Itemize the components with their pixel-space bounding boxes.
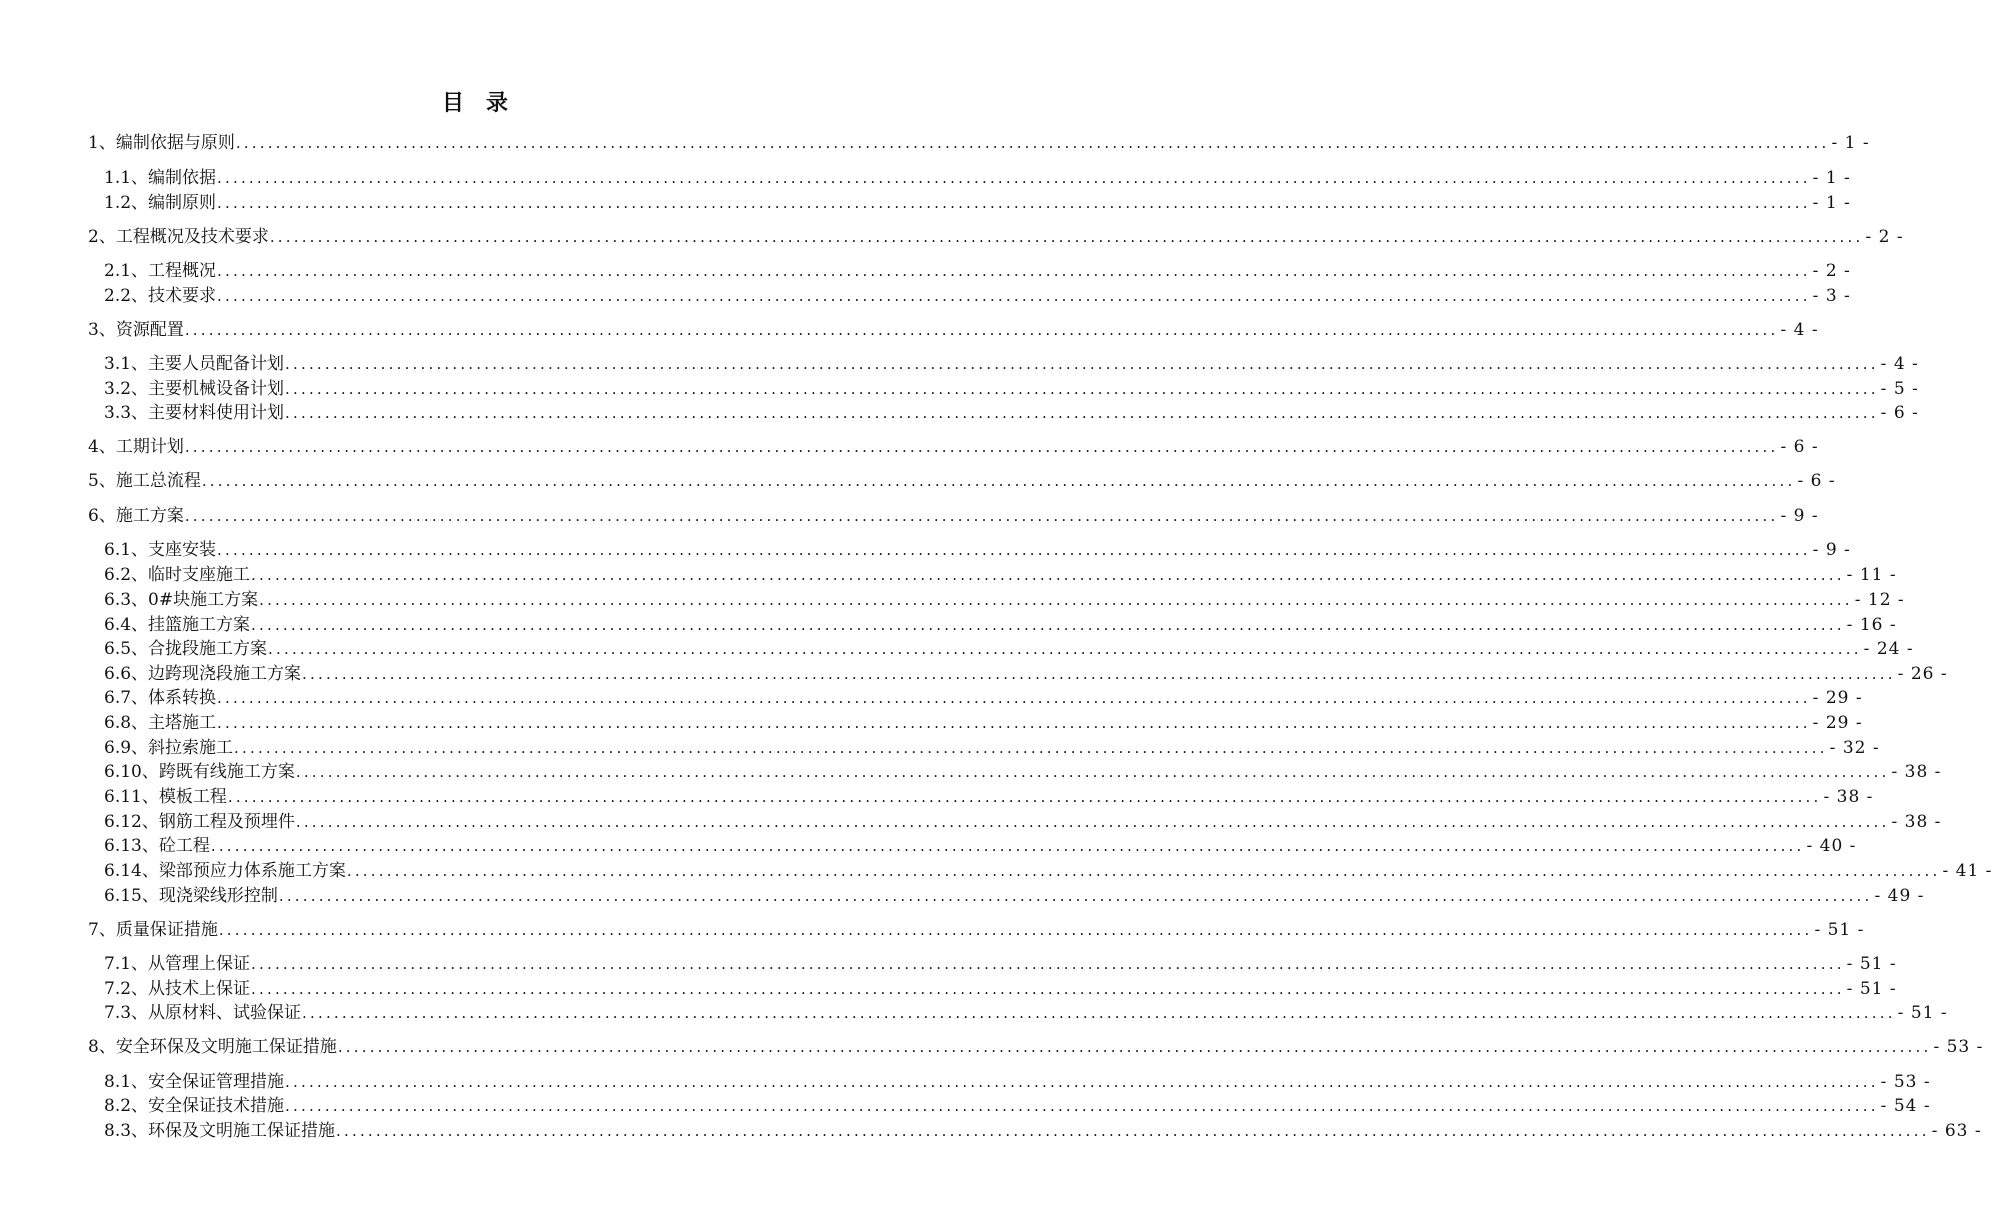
toc-entry[interactable] bbox=[104, 539, 1851, 561]
toc-dot-leader: ........................................................................................................................................................................................................ bbox=[302, 665, 1896, 683]
toc-entry-text: 6.8、主塔施工 bbox=[104, 713, 217, 733]
toc-entry[interactable] bbox=[104, 353, 1919, 375]
toc-entry[interactable] bbox=[104, 978, 1897, 1000]
toc-entry-page: - 63 - bbox=[1931, 1121, 1982, 1141]
toc-entry-page: - 32 - bbox=[1829, 738, 1880, 758]
toc-dot-leader: ........................................................................................................................................................................................................ bbox=[217, 169, 1811, 187]
toc-entry[interactable] bbox=[104, 712, 1863, 734]
toc-entry-text: 8、安全环保及文明施工保证措施 bbox=[88, 1037, 337, 1057]
toc-entry-text: 3.2、主要机械设备计划 bbox=[104, 379, 285, 399]
toc-entry-text: 6.6、边跨现浇段施工方案 bbox=[104, 664, 302, 684]
toc-dot-leader: ........................................................................................................................................................................................................ bbox=[337, 1038, 1932, 1056]
toc-entry[interactable] bbox=[104, 260, 1851, 282]
toc-entry-page: - 6 - bbox=[1880, 403, 1919, 423]
toc-entry-page: - 40 - bbox=[1806, 836, 1857, 856]
toc-entry-text: 6.5、合拢段施工方案 bbox=[104, 639, 268, 659]
toc-entry[interactable] bbox=[104, 860, 1992, 882]
toc-entry-page: - 24 - bbox=[1863, 639, 1914, 659]
toc-entry[interactable] bbox=[104, 953, 1897, 975]
toc-entry-text: 7.1、从管理上保证 bbox=[104, 954, 251, 974]
toc-dot-leader: ........................................................................................................................................................................................................ bbox=[217, 714, 1811, 732]
toc-entry[interactable] bbox=[104, 1120, 1982, 1142]
toc-entry[interactable] bbox=[104, 192, 1851, 214]
toc-dot-leader: ........................................................................................................................................................................................................ bbox=[217, 262, 1811, 280]
toc-entry-text: 6.12、钢筋工程及预埋件 bbox=[104, 812, 295, 832]
toc-entry[interactable] bbox=[88, 919, 1865, 941]
toc-entry-page: - 1 - bbox=[1812, 193, 1851, 213]
toc-entry[interactable] bbox=[104, 589, 1905, 611]
toc-entry-text: 3、资源配置 bbox=[88, 320, 184, 340]
toc-entry[interactable] bbox=[104, 1095, 1931, 1117]
toc-entry-page: - 51 - bbox=[1846, 954, 1897, 974]
toc-dot-leader: ........................................................................................................................................................................................................ bbox=[285, 1097, 1879, 1115]
toc-entry-page: - 38 - bbox=[1891, 812, 1942, 832]
toc-entry[interactable] bbox=[104, 285, 1851, 307]
toc-entry-page: - 3 - bbox=[1812, 286, 1851, 306]
toc-dot-leader: ........................................................................................................................................................................................................ bbox=[218, 921, 1813, 939]
toc-entry[interactable] bbox=[104, 402, 1919, 424]
toc-dot-leader: ........................................................................................................................................................................................................ bbox=[285, 380, 1879, 398]
toc-dot-leader: ........................................................................................................................................................................................................ bbox=[295, 813, 1890, 831]
toc-entry[interactable] bbox=[104, 564, 1897, 586]
toc-entry-page: - 9 - bbox=[1812, 540, 1851, 560]
toc-entry[interactable] bbox=[104, 663, 1948, 685]
toc-entry-page: - 41 - bbox=[1942, 861, 1992, 881]
toc-entry-page: - 2 - bbox=[1812, 261, 1851, 281]
toc-entry-text: 7、质量保证措施 bbox=[88, 920, 218, 940]
toc-entry-page: - 12 - bbox=[1854, 590, 1905, 610]
toc-entry-page: - 51 - bbox=[1846, 979, 1897, 999]
toc-entry[interactable] bbox=[88, 505, 1819, 527]
toc-entry-text: 4、工期计划 bbox=[88, 437, 184, 457]
toc-entry-page: - 11 - bbox=[1846, 565, 1897, 585]
toc-entry[interactable] bbox=[88, 1036, 1984, 1058]
toc-dot-leader: ........................................................................................................................................................................................................ bbox=[269, 228, 1864, 246]
toc-entry-text: 2、工程概况及技术要求 bbox=[88, 227, 269, 247]
toc-entry-text: 6.14、梁部预应力体系施工方案 bbox=[104, 861, 346, 881]
toc-entry-page: - 53 - bbox=[1933, 1037, 1984, 1057]
toc-entry-page: - 4 - bbox=[1880, 354, 1919, 374]
toc-dot-leader: ........................................................................................................................................................................................................ bbox=[285, 355, 1879, 373]
toc-entry-text: 8.2、安全保证技术措施 bbox=[104, 1096, 285, 1116]
toc-dot-leader: ........................................................................................................................................................................................................ bbox=[336, 1122, 1930, 1140]
toc-entry-page: - 29 - bbox=[1812, 688, 1863, 708]
toc-entry-text: 6.2、临时支座施工 bbox=[104, 565, 251, 585]
toc-entry-page: - 38 - bbox=[1823, 787, 1874, 807]
toc-entry[interactable] bbox=[104, 737, 1880, 759]
toc-entry-page: - 9 - bbox=[1780, 506, 1819, 526]
toc-entry-page: - 54 - bbox=[1880, 1096, 1931, 1116]
toc-dot-leader: ........................................................................................................................................................................................................ bbox=[184, 438, 1779, 456]
toc-entry-text: 7.2、从技术上保证 bbox=[104, 979, 251, 999]
toc-entry-page: - 53 - bbox=[1880, 1072, 1931, 1092]
toc-entry-text: 6.7、体系转换 bbox=[104, 688, 217, 708]
toc-dot-leader: ........................................................................................................................................................................................................ bbox=[295, 763, 1890, 781]
toc-entry-text: 1、编制依据与原则 bbox=[88, 133, 235, 153]
toc-dot-leader: ........................................................................................................................................................................................................ bbox=[251, 616, 1845, 634]
toc-entry[interactable] bbox=[104, 614, 1897, 636]
toc-entry[interactable] bbox=[88, 319, 1819, 341]
toc-dot-leader: ........................................................................................................................................................................................................ bbox=[285, 1073, 1879, 1091]
toc-entry-page: - 49 - bbox=[1874, 886, 1925, 906]
toc-entry[interactable] bbox=[88, 226, 1904, 248]
toc-entry[interactable] bbox=[88, 132, 1870, 154]
toc-entry[interactable] bbox=[104, 885, 1925, 907]
toc-entry-page: - 16 - bbox=[1846, 615, 1897, 635]
toc-entry[interactable] bbox=[88, 436, 1819, 458]
toc-dot-leader: ........................................................................................................................................................................................................ bbox=[210, 837, 1805, 855]
toc-entry-text: 6.11、模板工程 bbox=[104, 787, 227, 807]
toc-entry[interactable] bbox=[88, 470, 1836, 492]
toc-dot-leader: ........................................................................................................................................................................................................ bbox=[259, 591, 1853, 609]
toc-entry-page: - 1 - bbox=[1831, 133, 1870, 153]
toc-entry-text: 6.9、斜拉索施工 bbox=[104, 738, 234, 758]
toc-dot-leader: ........................................................................................................................................................................................................ bbox=[251, 980, 1845, 998]
toc-entry-text: 1.1、编制依据 bbox=[104, 168, 217, 188]
toc-entry-text: 6.13、砼工程 bbox=[104, 836, 210, 856]
toc-entry[interactable] bbox=[104, 835, 1857, 857]
toc-entry[interactable] bbox=[104, 167, 1851, 189]
toc-entry-text: 3.1、主要人员配备计划 bbox=[104, 354, 285, 374]
toc-entry[interactable] bbox=[104, 378, 1919, 400]
toc-entry-page: - 38 - bbox=[1891, 762, 1942, 782]
toc-entry-text: 8.1、安全保证管理措施 bbox=[104, 1072, 285, 1092]
toc-entry-text: 6.15、现浇梁线形控制 bbox=[104, 886, 278, 906]
toc-dot-leader: ........................................................................................................................................................................................................ bbox=[217, 689, 1811, 707]
toc-entry-page: - 6 - bbox=[1797, 471, 1836, 491]
toc-entry-text: 2.1、工程概况 bbox=[104, 261, 217, 281]
toc-dot-leader: ........................................................................................................................................................................................................ bbox=[227, 788, 1822, 806]
toc-dot-leader: ........................................................................................................................................................................................................ bbox=[268, 640, 1862, 658]
toc-entry-page: - 6 - bbox=[1780, 437, 1819, 457]
toc-entry-text: 6.10、跨既有线施工方案 bbox=[104, 762, 295, 782]
toc-entry-text: 6、施工方案 bbox=[88, 506, 184, 526]
toc-entry-text: 6.3、0#块施工方案 bbox=[104, 590, 259, 610]
toc-dot-leader: ........................................................................................................................................................................................................ bbox=[217, 287, 1811, 305]
toc-entry-page: - 4 - bbox=[1780, 320, 1819, 340]
toc-entry[interactable] bbox=[104, 761, 1942, 783]
toc-dot-leader: ........................................................................................................................................................................................................ bbox=[285, 404, 1879, 422]
toc-entry-text: 2.2、技术要求 bbox=[104, 286, 217, 306]
toc-dot-leader: ........................................................................................................................................................................................................ bbox=[184, 507, 1779, 525]
toc-entry-page: - 5 - bbox=[1880, 379, 1919, 399]
page-title: 目 录 bbox=[441, 91, 508, 116]
toc-entry-text: 5、施工总流程 bbox=[88, 471, 201, 491]
toc-entry[interactable] bbox=[104, 687, 1863, 709]
toc-dot-leader: ........................................................................................................................................................................................................ bbox=[251, 955, 1845, 973]
toc-dot-leader: ........................................................................................................................................................................................................ bbox=[234, 739, 1828, 757]
toc-entry[interactable] bbox=[104, 1002, 1948, 1024]
toc-entry-page: - 51 - bbox=[1897, 1003, 1948, 1023]
toc-entry-text: 8.3、环保及文明施工保证措施 bbox=[104, 1121, 336, 1141]
toc-dot-leader: ........................................................................................................................................................................................................ bbox=[235, 134, 1830, 152]
toc-entry-page: - 1 - bbox=[1812, 168, 1851, 188]
toc-entry-page: - 29 - bbox=[1812, 713, 1863, 733]
toc-entry-text: 1.2、编制原则 bbox=[104, 193, 217, 213]
toc-dot-leader: ........................................................................................................................................................................................................ bbox=[184, 321, 1779, 339]
toc-entry-text: 3.3、主要材料使用计划 bbox=[104, 403, 285, 423]
toc-dot-leader: ........................................................................................................................................................................................................ bbox=[201, 472, 1796, 490]
toc-dot-leader: ........................................................................................................................................................................................................ bbox=[278, 887, 1873, 905]
toc-entry-page: - 26 - bbox=[1897, 664, 1948, 684]
toc-entry[interactable] bbox=[104, 811, 1942, 833]
toc-entry-page: - 2 - bbox=[1865, 227, 1904, 247]
toc-entry-text: 6.1、支座安装 bbox=[104, 540, 217, 560]
toc-entry-text: 6.4、挂篮施工方案 bbox=[104, 615, 251, 635]
toc-entry[interactable] bbox=[104, 1071, 1931, 1093]
toc-entry[interactable] bbox=[104, 638, 1914, 660]
toc-dot-leader: ........................................................................................................................................................................................................ bbox=[302, 1004, 1896, 1022]
toc-dot-leader: ........................................................................................................................................................................................................ bbox=[346, 862, 1941, 880]
toc-dot-leader: ........................................................................................................................................................................................................ bbox=[251, 566, 1845, 584]
toc-entry[interactable] bbox=[104, 786, 1874, 808]
toc-dot-leader: ........................................................................................................................................................................................................ bbox=[217, 194, 1811, 212]
toc-entry-text: 7.3、从原材料、试验保证 bbox=[104, 1003, 302, 1023]
toc-entry-page: - 51 - bbox=[1814, 920, 1865, 940]
toc-dot-leader: ........................................................................................................................................................................................................ bbox=[217, 541, 1811, 559]
